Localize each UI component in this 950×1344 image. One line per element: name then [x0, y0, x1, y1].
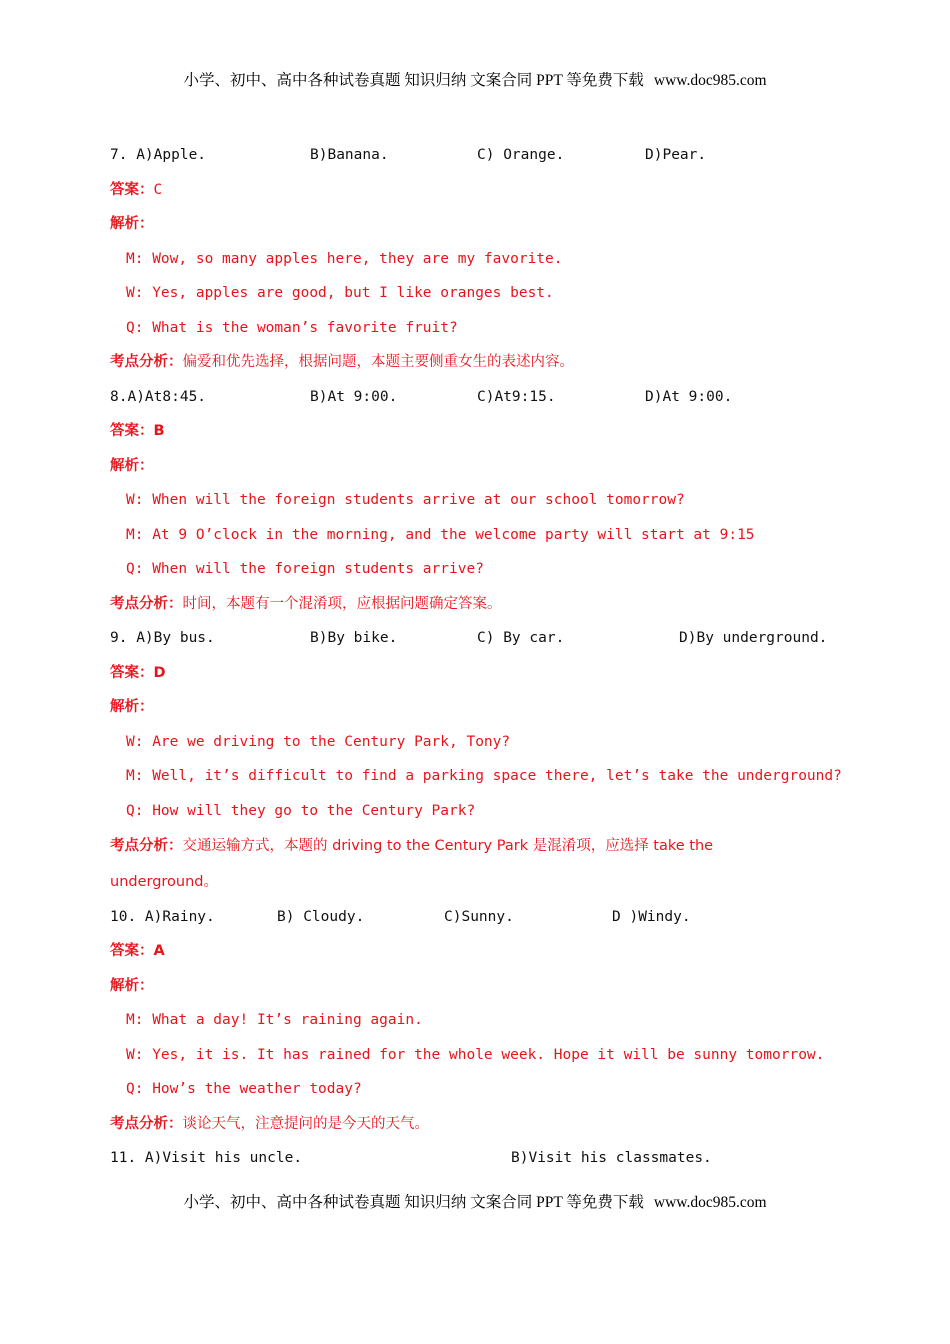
- q8-dialogue-3: Q: When will the foreign students arrive?: [126, 561, 484, 577]
- answer-label: 答案：: [110, 181, 154, 198]
- q7-key-point: 考点分析：偏爱和优先选择，根据问题，本题主要侧重女生的表述内容。: [110, 354, 574, 370]
- q9-option-c: C) By car.: [477, 630, 565, 646]
- q9-dialogue-1: W: Are we driving to the Century Park, Tony?: [126, 733, 511, 750]
- q9-option-a: 9. A)By bus.: [110, 630, 215, 646]
- q9-dialogue-3: Q: How will they go to the Century Park?: [126, 802, 476, 819]
- q9-option-d: D)By underground.: [679, 630, 828, 646]
- q10-option-b: B) Cloudy.: [277, 908, 365, 925]
- q7-dialogue-1: M: Wow, so many apples here, they are my favorite.: [126, 250, 563, 267]
- q7-answer: [110, 173, 850, 208]
- page-footer: [0, 1190, 950, 1212]
- q10-option-d: D )Windy.: [612, 908, 691, 925]
- q7-options: [110, 138, 850, 173]
- q9-answer: 答案：D: [110, 664, 166, 681]
- q9-option-b: B)By bike.: [310, 630, 398, 646]
- q8-dialogue-2: M: At 9 O’clock in the morning, and the welcome party will start at 9:15: [126, 526, 755, 543]
- q8-answer: 答案：B: [110, 423, 165, 439]
- q7-option-b: B)Banana.: [310, 147, 389, 163]
- q7-analysis-label: 解析：: [110, 216, 154, 232]
- q9-options: [110, 621, 850, 656]
- footer-text: 小学、初中、高中各种试卷真题 知识归纳 文案合同 PPT 等免费下载: [183, 1194, 644, 1211]
- q10-dialogue-3: Q: How’s the weather today?: [126, 1081, 362, 1097]
- q7-option-a: 7. A)Apple.: [110, 147, 207, 163]
- q9-analysis-label: 解析：: [110, 699, 154, 715]
- q9-key-point-cont: underground。: [110, 874, 219, 890]
- q8-options: [110, 380, 850, 415]
- q8-option-a: 8.A)At8:45.: [110, 388, 207, 405]
- q10-dialogue-1: M: What a day! It’s raining again.: [126, 1012, 423, 1028]
- q10-option-a: 10. A)Rainy.: [110, 908, 215, 925]
- q8-dialogue-1: W: When will the foreign students arrive at our school tomorrow?: [126, 492, 685, 508]
- footer-url: www.doc985.com: [653, 1194, 767, 1211]
- header-url: www.doc985.com: [653, 72, 767, 89]
- page-header: [0, 68, 950, 90]
- q10-options: [110, 900, 850, 935]
- q8-option-c: C)At9:15.: [477, 388, 556, 405]
- q10-analysis-label: 解析：: [110, 977, 154, 994]
- q10-key-point: 考点分析：谈论天气，注意提问的是今天的天气。: [110, 1115, 429, 1132]
- q7-dialogue-2: W: Yes, apples are good, but I like oranges best.: [126, 285, 554, 301]
- q8-analysis-label: 解析：: [110, 457, 154, 474]
- q10-option-c: C)Sunny.: [444, 908, 514, 925]
- q9-dialogue-2: M: Well, it’s difficult to find a parking space there, let’s take the underground?: [126, 768, 842, 784]
- q8-key-point: 考点分析：时间，本题有一个混淆项，应根据问题确定答案。: [110, 595, 502, 612]
- q9-key-point: 考点分析：交通运输方式，本题的 driving to the Century Park 是混淆项，应选择 take the: [110, 838, 714, 854]
- q11-option-b: B)Visit his classmates.: [511, 1150, 712, 1166]
- q10-dialogue-2: W: Yes, it is. It has rained for the whole week. Hope it will be sunny tomorrow.: [126, 1046, 825, 1063]
- q7-option-d: D)Pear.: [645, 147, 707, 163]
- answer-value: C: [153, 181, 163, 198]
- header-text: 小学、初中、高中各种试卷真题 知识归纳 文案合同 PPT 等免费下载: [183, 72, 644, 89]
- q8-option-b: B)At 9:00.: [310, 388, 398, 405]
- q10-answer: 答案：A: [110, 943, 165, 959]
- question-content: [110, 138, 850, 1176]
- q7-dialogue-3: Q: What is the woman’s favorite fruit?: [126, 319, 458, 336]
- q11-option-a: 11. A)Visit his uncle.: [110, 1150, 303, 1166]
- q8-option-d: D)At 9:00.: [645, 388, 733, 405]
- q7-option-c: C) Orange.: [477, 147, 565, 163]
- q11-options: [110, 1141, 850, 1176]
